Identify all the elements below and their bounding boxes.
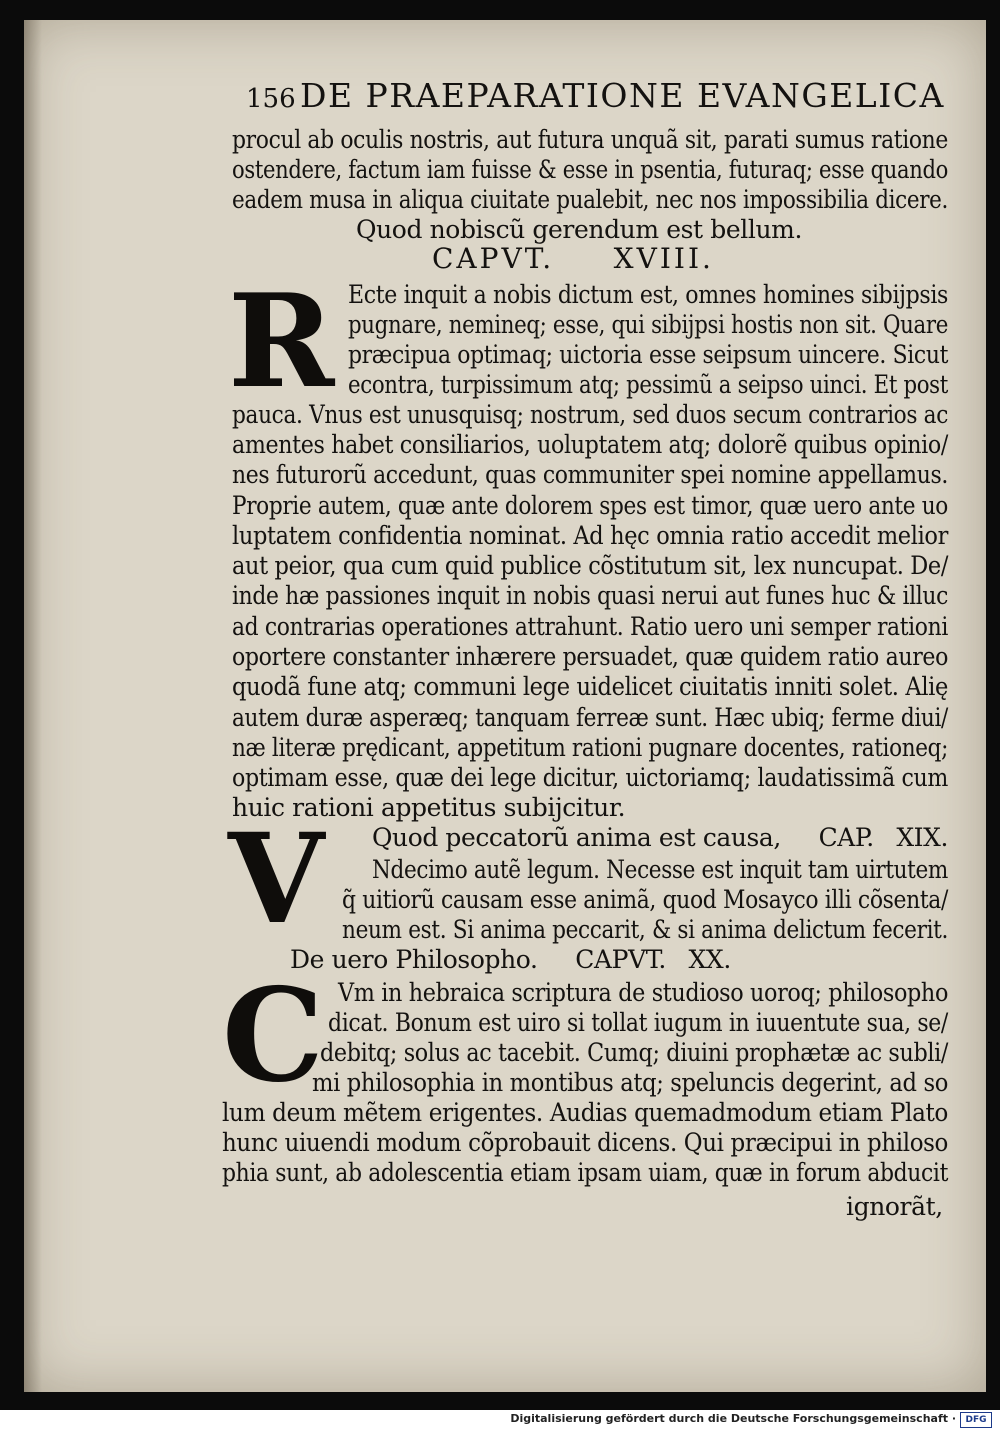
chapter-heading: Quod peccatorũ anima est causa, CAP. XIX.	[372, 823, 949, 852]
text-line: pauca. Vnus est unusquisq; nostrum, sed duos secum contrarios ac	[232, 400, 949, 429]
text-line: procul ab oculis nostris, aut futura unquã sit, parati sumus ratione	[232, 125, 949, 154]
text-line: debitq; solus ac tacebit. Cumq; diuini prophætæ ac subli/	[320, 1038, 949, 1067]
initial-v: V	[228, 807, 325, 952]
text-line: phia sunt, ab adolescentia etiam ipsam uiam, quæ in forum abducit	[222, 1158, 949, 1187]
text-line: econtra, turpissimum atq; pessimũ a seipso uinci. Et post	[348, 370, 948, 399]
text-line: pugnare, nemineq; esse, qui sibijpsi hostis non sit. Quare	[348, 310, 949, 339]
text-line: ad contrarias operationes attrahunt. Ratio uero uni semper rationi	[232, 612, 948, 641]
text-line: Ndecimo autẽ legum. Necesse est inquit tam uirtutem	[372, 855, 949, 884]
text-line: quodã fune atq; communi lege uidelicet ciuitatis inniti solet. Alię	[232, 672, 949, 701]
chapter-heading: De uero Philosopho. CAPVT. XX.	[290, 945, 731, 974]
text-line: amentes habet consiliarios, uoluptatem atq; dolorẽ quibus opinio/	[232, 430, 948, 459]
text-line: Vm in hebraica scriptura de studioso uoroq; philosopho	[338, 978, 949, 1007]
text-line: præcipua optimaq; uictoria esse seipsum uincere. Sicut	[348, 340, 949, 369]
text-line: neum est. Si anima peccarit, & si anima delictum fecerit.	[342, 915, 948, 944]
chapter-heading: CAPVT. XVIII.	[432, 242, 714, 275]
text-line: nes futurorũ accedunt, quas communiter spei nomine appellamus.	[232, 460, 948, 489]
running-title: DE PRAEPARATIONE EVANGELICA	[300, 76, 945, 115]
initial-c: C	[222, 961, 324, 1111]
funding-credit: Digitalisierung gefördert durch die Deutsche Forschungsgemeinschaft ·	[510, 1412, 956, 1425]
text-line: Ecte inquit a nobis dictum est, omnes homines sibijpsis	[348, 280, 948, 309]
text-line: Proprie autem, quæ ante dolorem spes est timor, quæ uero ante uo	[232, 491, 948, 520]
text-line: hunc uiuendi modum cõprobauit dicens. Qui præcipui in philoso	[222, 1128, 949, 1157]
text-line: autem duræ asperæq; tanquam ferreæ sunt. Hæc ubiq; ferme diui/	[232, 703, 948, 732]
text-line: aut peior, qua cum quid publice cõstitutum sit, lex nuncupat. De/	[232, 551, 949, 580]
text-line: optimam esse, quæ dei lege dicitur, uictoriamq; laudatissimã cum	[232, 763, 949, 792]
text-line: q̃ uitiorũ causam esse animã, quod Mosayco illi cõsenta/	[342, 885, 948, 914]
section-heading: Quod nobiscũ gerendum est bellum.	[356, 215, 802, 244]
page-number: 156	[246, 84, 296, 114]
initial-r: R	[228, 267, 335, 417]
text-line: mi philosophia in montibus atq; speluncis degerint, ad so	[312, 1068, 948, 1097]
text-line: luptatem confidentia nominat. Ad hęc omnia ratio accedit melior	[232, 521, 948, 550]
text-line: huic rationi appetitus subijcitur.	[232, 793, 626, 822]
text-line: næ literæ prędicant, appetitum rationi pugnare docentes, rationeq;	[232, 733, 949, 762]
catchword: ignorãt,	[846, 1192, 943, 1221]
text-line: inde hæ passiones inquit in nobis quasi nerui aut funes huc & illuc	[232, 581, 949, 610]
text-line: eadem musa in aliqua ciuitate pualebit, nec nos impossibilia dicere.	[232, 185, 948, 214]
text-line: dicat. Bonum est uiro si tollat iugum in iuuentute sua, se/	[328, 1008, 948, 1037]
text-line: lum deum mẽtem erigentes. Audias quemadmodum etiam Plato	[222, 1098, 949, 1127]
text-line: oportere constanter inhærere persuadet, quæ quidem ratio aureo	[232, 642, 949, 671]
dfg-logo: DFG	[960, 1412, 992, 1428]
text-line: ostendere, factum iam fuisse & esse in psentia, futuraq; esse quando	[232, 155, 948, 184]
